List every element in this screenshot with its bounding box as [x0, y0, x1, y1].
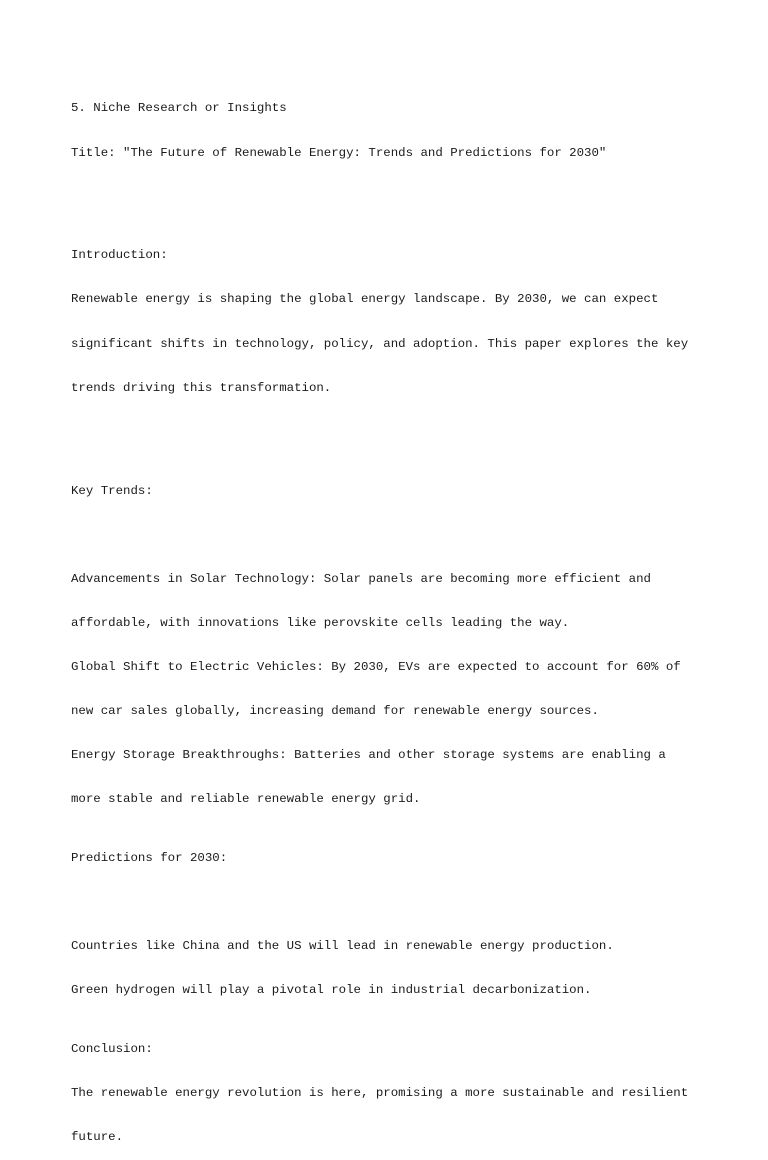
introduction-line: trends driving this transformation. — [71, 380, 332, 395]
conclusion-label: Conclusion: — [71, 1042, 153, 1057]
introduction-line: Renewable energy is shaping the global energy landscape. By 2030, we can expect — [71, 292, 659, 307]
introduction-line: significant shifts in technology, policy, and adoption. This paper explores the key — [71, 336, 689, 351]
key-trend-line: Energy Storage Breakthroughs: Batteries and other storage systems are enabling a — [71, 748, 666, 763]
key-trends-label: Key Trends: — [71, 483, 153, 498]
section-heading: 5. Niche Research or Insights — [71, 101, 287, 116]
key-trend-line: new car sales globally, increasing demand for renewable energy sources. — [71, 704, 599, 719]
key-trend-line: Advancements in Solar Technology: Solar panels are becoming more efficient and — [71, 571, 651, 586]
key-trend-line: Global Shift to Electric Vehicles: By 2030, EVs are expected to account for 60% of — [71, 659, 681, 674]
introduction-label: Introduction: — [71, 248, 168, 263]
blank-line — [71, 190, 711, 205]
key-trend-line: affordable, with innovations like perovskite cells leading the way. — [71, 615, 570, 630]
document-body — [71, 72, 711, 1160]
prediction-line: Countries like China and the US will lead in renewable energy production. — [71, 939, 614, 954]
blank-line — [71, 528, 711, 543]
predictions-label: Predictions for 2030: — [71, 851, 228, 866]
blank-line — [71, 895, 711, 910]
document-title: Title: "The Future of Renewable Energy: Trends and Predictions for 2030" — [71, 145, 607, 160]
prediction-line: Green hydrogen will play a pivotal role in industrial decarbonization. — [71, 983, 592, 998]
blank-line — [71, 425, 711, 440]
conclusion-line: future. — [71, 1130, 124, 1145]
conclusion-line: The renewable energy revolution is here, promising a more sustainable and resilient — [71, 1086, 689, 1101]
key-trend-line: more stable and reliable renewable energy grid. — [71, 792, 421, 807]
